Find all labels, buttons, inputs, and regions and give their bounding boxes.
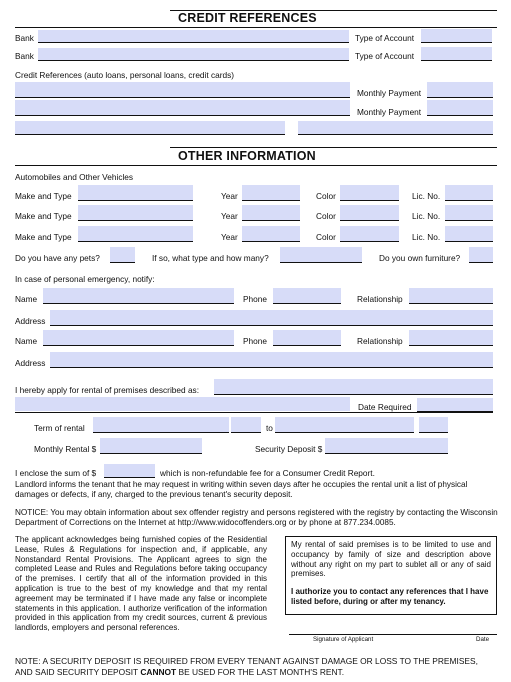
term-start-field[interactable] bbox=[93, 417, 229, 433]
signature-rule bbox=[289, 634, 497, 635]
premises-rule bbox=[15, 412, 493, 413]
monthly-rental-field[interactable] bbox=[100, 438, 202, 454]
make-type-label: Make and Type bbox=[15, 191, 72, 201]
occupancy-box bbox=[285, 536, 497, 615]
relationship-label: Relationship bbox=[357, 294, 403, 304]
furniture-label: Do you own furniture? bbox=[379, 253, 461, 263]
bank-field-1[interactable] bbox=[38, 30, 349, 43]
type-of-account-label: Type of Account bbox=[355, 51, 415, 61]
pets-label: Do you have any pets? bbox=[15, 253, 100, 263]
credit-section-title: CREDIT REFERENCES bbox=[178, 11, 317, 25]
year-label: Year bbox=[221, 232, 238, 242]
monthly-rental-label: Monthly Rental $ bbox=[34, 444, 97, 454]
date-required-label: Date Required bbox=[358, 402, 412, 412]
credit-title-rule bbox=[15, 27, 497, 28]
security-deposit-label: Security Deposit $ bbox=[255, 444, 323, 454]
phone-label: Phone bbox=[243, 294, 267, 304]
emergency-relationship-field-2[interactable] bbox=[409, 330, 493, 346]
lic-no-field-1[interactable] bbox=[445, 185, 493, 201]
premises-field-2[interactable] bbox=[15, 397, 350, 411]
lic-no-label: Lic. No. bbox=[412, 232, 441, 242]
make-type-field-3[interactable] bbox=[78, 226, 193, 242]
bank-label: Bank bbox=[15, 51, 34, 61]
year-field-1[interactable] bbox=[242, 185, 300, 201]
color-field-3[interactable] bbox=[340, 226, 399, 242]
notice-paragraph: NOTICE: You may obtain information about sex offender registry and persons registered with the registry by contacting the Wisconsin Department of Corrections on the Internet at http://www.widocoffenders.org or by phone at 877.234.0085. bbox=[15, 508, 498, 528]
name-label: Name bbox=[15, 336, 38, 346]
other-section-title: OTHER INFORMATION bbox=[178, 149, 316, 163]
lic-no-label: Lic. No. bbox=[412, 191, 441, 201]
make-type-field-1[interactable] bbox=[78, 185, 193, 201]
year-label: Year bbox=[221, 191, 238, 201]
emergency-phone-field-1[interactable] bbox=[273, 288, 341, 304]
credit-reference-field-2[interactable] bbox=[15, 100, 350, 116]
lic-no-field-3[interactable] bbox=[445, 226, 493, 242]
name-label: Name bbox=[15, 294, 38, 304]
date-label: Date bbox=[476, 636, 490, 643]
color-label: Color bbox=[316, 211, 336, 221]
enclose-amount-field[interactable] bbox=[104, 464, 155, 478]
credit-reference-field-4[interactable] bbox=[298, 121, 493, 135]
term-label: Term of rental bbox=[34, 423, 85, 433]
credit-reference-field-3[interactable] bbox=[15, 121, 285, 135]
credit-reference-field-1[interactable] bbox=[15, 82, 350, 98]
year-field-3[interactable] bbox=[242, 226, 300, 242]
relationship-label: Relationship bbox=[357, 336, 403, 346]
emergency-label: In case of personal emergency, notify: bbox=[15, 274, 155, 284]
lic-no-field-2[interactable] bbox=[445, 205, 493, 221]
bank-label: Bank bbox=[15, 33, 34, 43]
make-type-label: Make and Type bbox=[15, 211, 72, 221]
acknowledgement-paragraph: The applicant acknowledges being furnished copies of the Residential Lease, Rules & Regulations for inspection and, if applicable, any Nonstandard Rental Provisions. The Applicant agrees to sign the completed Lease and Rules and Regulations before taking occupancy of the premises. I certify that all of the information provided in this application is true to the best of my knowledge and that my rental agreement may be terminated if I have made any false or incomplete statements in this application. I authorize verification of the information provided in this application from my credit sources, current & previous landlords, employers and personal references. bbox=[15, 535, 267, 633]
emergency-name-field-1[interactable] bbox=[43, 288, 234, 304]
lic-no-label: Lic. No. bbox=[412, 211, 441, 221]
color-field-2[interactable] bbox=[340, 205, 399, 221]
date-required-field[interactable] bbox=[417, 398, 493, 412]
bank-field-2[interactable] bbox=[38, 48, 349, 61]
monthly-payment-field-2[interactable] bbox=[427, 100, 493, 116]
term-end-field-2[interactable] bbox=[419, 417, 448, 433]
term-start-field-2[interactable] bbox=[231, 417, 261, 433]
color-label: Color bbox=[316, 232, 336, 242]
type-of-account-field-2[interactable] bbox=[421, 47, 492, 61]
pets-field[interactable] bbox=[110, 247, 135, 263]
year-label: Year bbox=[221, 211, 238, 221]
type-of-account-label: Type of Account bbox=[355, 33, 415, 43]
authorize-text: I authorize you to contact any references that I have listed before, during or after my tenancy. bbox=[291, 587, 489, 606]
color-field-1[interactable] bbox=[340, 185, 399, 201]
year-field-2[interactable] bbox=[242, 205, 300, 221]
monthly-payment-label: Monthly Payment bbox=[357, 88, 422, 98]
apply-label: I hereby apply for rental of premises described as: bbox=[15, 385, 200, 395]
occupancy-text: My rental of said premises is to be limited to use and occupancy by family of size and description above without any right on my part to sublet all or any of said premises. bbox=[291, 540, 491, 579]
address-label: Address bbox=[15, 358, 46, 368]
make-type-label: Make and Type bbox=[15, 232, 72, 242]
enclose-text: which is non-refundable fee for a Consumer Credit Report. bbox=[160, 468, 375, 478]
to-label: to bbox=[266, 423, 273, 433]
emergency-relationship-field-1[interactable] bbox=[409, 288, 493, 304]
type-of-account-field-1[interactable] bbox=[421, 29, 492, 43]
emergency-phone-field-2[interactable] bbox=[273, 330, 341, 346]
other-title-rule bbox=[15, 165, 497, 166]
phone-label: Phone bbox=[243, 336, 267, 346]
monthly-payment-field-1[interactable] bbox=[427, 82, 493, 98]
footer-note-text: NOTE: A SECURITY DEPOSIT IS REQUIRED FROM EVERY TENANT AGAINST DAMAGE OR LOSS TO THE PREMISES, AND SAID SECURITY DEPOSIT CANNOT BE USED FOR THE LAST MONTH'S RENT. bbox=[15, 656, 478, 677]
other-top-rule bbox=[170, 147, 497, 148]
monthly-payment-label: Monthly Payment bbox=[357, 107, 422, 117]
emergency-address-field-2[interactable] bbox=[50, 352, 493, 368]
enclose-label: I enclose the sum of $ bbox=[15, 468, 97, 478]
pets-type-label: If so, what type and how many? bbox=[152, 253, 269, 263]
credit-references-label: Credit References (auto loans, personal loans, credit cards) bbox=[15, 70, 235, 80]
pets-type-field[interactable] bbox=[280, 247, 362, 263]
footer-note bbox=[15, 656, 495, 677]
emergency-name-field-2[interactable] bbox=[43, 330, 234, 346]
premises-field[interactable] bbox=[214, 379, 493, 395]
address-label: Address bbox=[15, 316, 46, 326]
furniture-field[interactable] bbox=[469, 247, 493, 263]
signature-label: Signature of Applicant bbox=[313, 636, 374, 643]
emergency-address-field-1[interactable] bbox=[50, 310, 493, 326]
make-type-field-2[interactable] bbox=[78, 205, 193, 221]
landlord-paragraph: Landlord informs the tenant that he may request in writing within seven days after he occupies the rental unit a list of physical damages or defects, if any, charged to the previous tenant's security deposit. bbox=[15, 480, 468, 500]
term-end-field[interactable] bbox=[275, 417, 414, 433]
color-label: Color bbox=[316, 191, 336, 201]
security-deposit-field[interactable] bbox=[325, 438, 448, 454]
vehicles-label: Automobiles and Other Vehicles bbox=[15, 172, 134, 182]
cannot-emphasis: CANNOT bbox=[140, 666, 177, 677]
